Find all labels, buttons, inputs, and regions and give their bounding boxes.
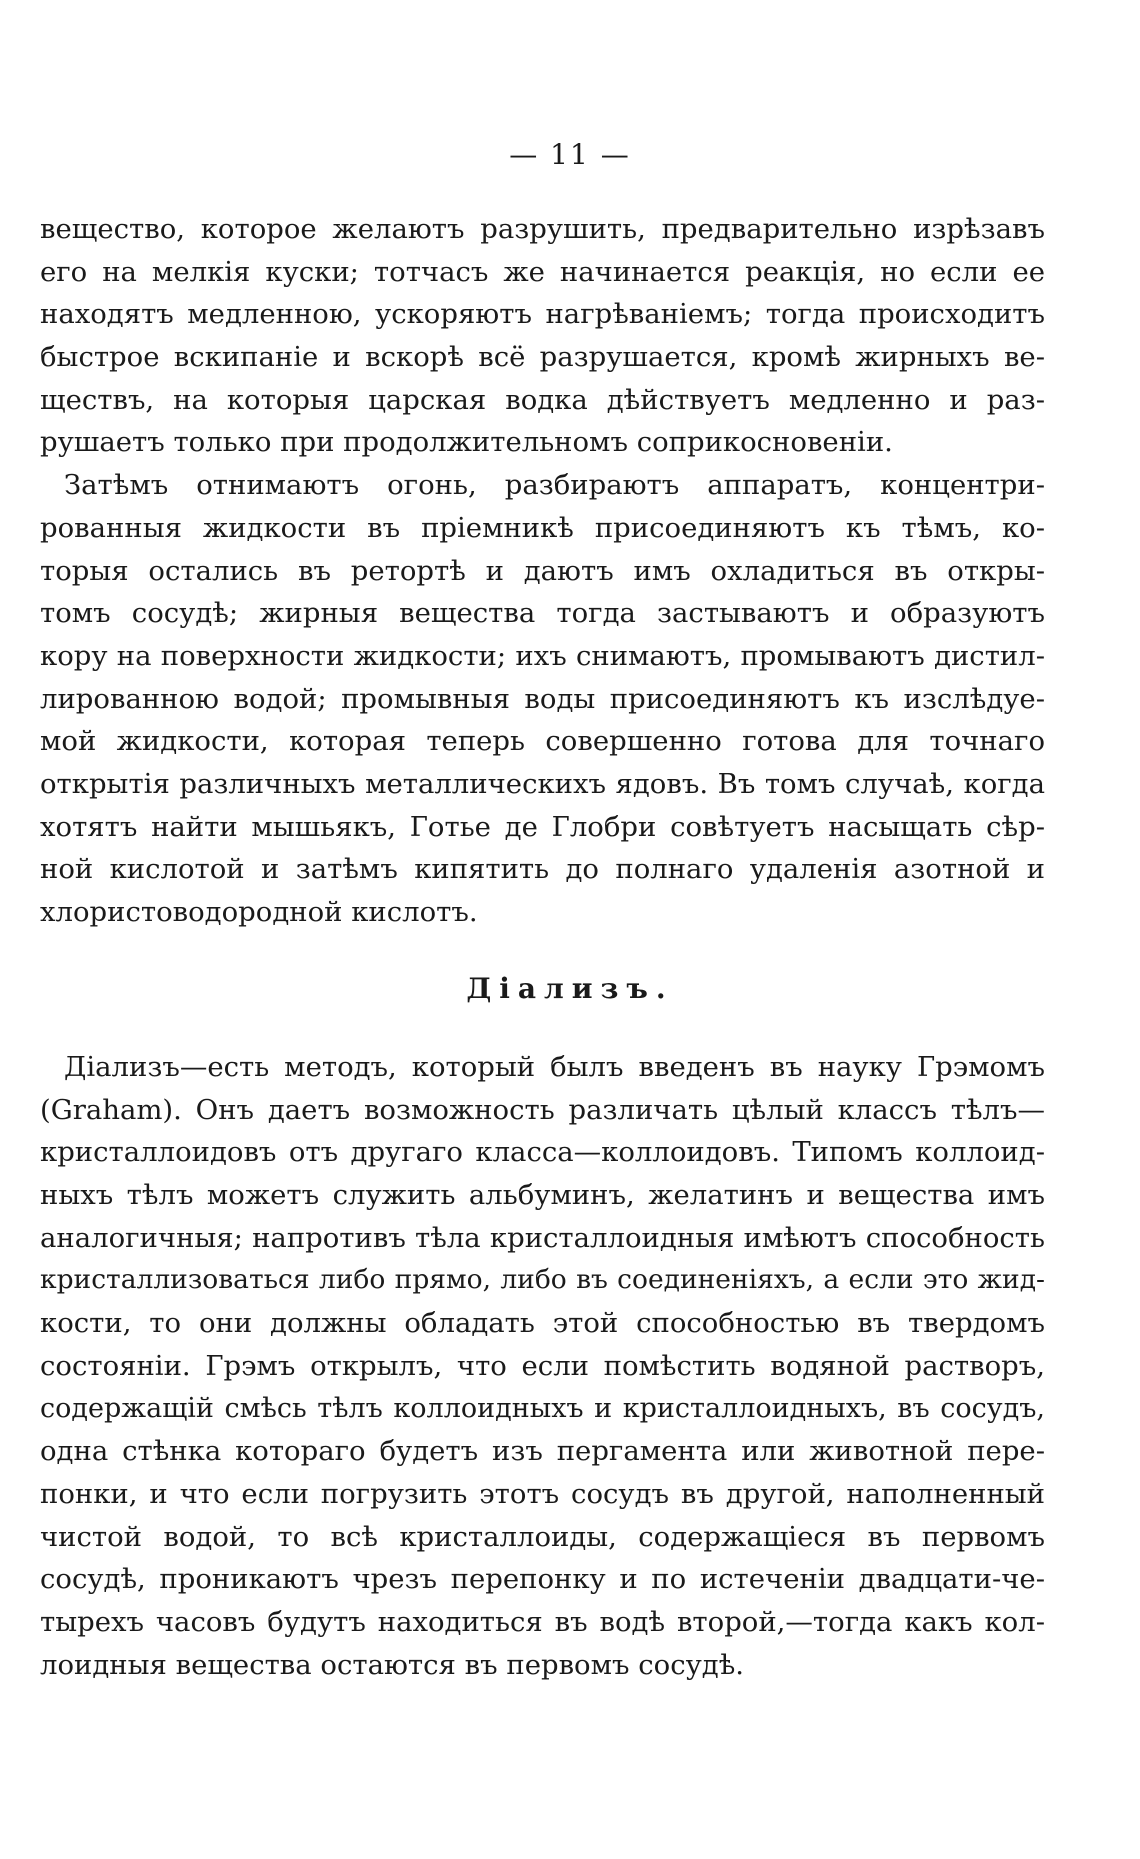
- text-line: ныхъ тѣлъ можетъ служить альбуминъ, желатинъ и вещества имъ: [40, 1179, 1045, 1212]
- paragraph-2: [40, 464, 1045, 934]
- text-line: содержащій смѣсь тѣлъ коллоидныхъ и кристаллоидныхъ, въ сосудъ,: [40, 1392, 1045, 1424]
- text-line: понки, и что если погрузить этотъ сосудъ въ другой, наполненный: [40, 1477, 1045, 1510]
- page-number: — 11 —: [509, 138, 631, 171]
- text-line: торыя остались въ ретортѣ и даютъ имъ охладиться въ откры-: [40, 554, 1045, 587]
- text-line: аналогичныя; напротивъ тѣла кристаллоидныя имѣютъ способность: [40, 1221, 1045, 1254]
- text-line: ной кислотой и затѣмъ кипятить до полнаго удаленія азотной и: [40, 853, 1045, 886]
- text-line: лоидныя вещества остаются въ первомъ сосудѣ.: [40, 1648, 745, 1681]
- text-line: (Graham). Онъ даетъ возможность различать цѣлый классъ тѣлъ—: [40, 1093, 1045, 1126]
- paragraph-1: [40, 208, 1045, 464]
- text-line: чистой водой, то всѣ кристаллоиды, содержащіеся въ первомъ: [40, 1520, 1045, 1553]
- paragraph-3: [40, 1046, 1045, 1686]
- text-line: сосудѣ, проникаютъ чрезъ перепонку и по истеченіи двадцати-че-: [40, 1563, 1045, 1596]
- text-line: быстрое вскипаніе и вскорѣ всё разрушается, кромѣ жирныхъ ве-: [40, 341, 1045, 374]
- text-line: его на мелкія куски; тотчасъ же начинается реакція, но если ее: [40, 255, 1045, 288]
- text-line: кости, то они должны обладать этой способностью въ твердомъ: [40, 1307, 1045, 1340]
- text-line: состояніи. Грэмъ открылъ, что если помѣстить водяной растворъ,: [40, 1349, 1045, 1382]
- text-line: Затѣмъ отнимаютъ огонь, разбираютъ аппаратъ, концентри-: [64, 469, 1045, 502]
- text-line: хлористоводородной кислотъ.: [40, 896, 478, 928]
- text-line: лированною водой; промывныя воды присоединяютъ къ изслѣдуе-: [40, 682, 1045, 715]
- text-line: тырехъ часовъ будутъ находиться въ водѣ второй,—тогда какъ кол-: [40, 1605, 1045, 1638]
- text-line: находятъ медленною, ускоряютъ нагрѣваніемъ; тогда происходитъ: [40, 298, 1045, 331]
- text-line: Діализъ—есть методъ, который былъ введенъ въ науку Грэмомъ: [64, 1051, 1045, 1083]
- text-line: томъ сосудѣ; жирныя вещества тогда застываютъ и образуютъ: [40, 597, 1045, 630]
- text-line: хотятъ найти мышьякъ, Готье де Глобри совѣтуетъ насыщать сѣр-: [40, 810, 1045, 843]
- text-line: открытія различныхъ металлическихъ ядовъ. Въ томъ случаѣ, когда: [40, 767, 1045, 800]
- text-line: рованныя жидкости въ пріемникѣ присоединяютъ къ тѣмъ, ко-: [40, 511, 1045, 544]
- text-line: кору на поверхности жидкости; ихъ снимаютъ, промываютъ дистил-: [40, 639, 1045, 672]
- text-line: кристаллоидовъ отъ другаго класса—коллоидовъ. Типомъ коллоид-: [40, 1136, 1045, 1169]
- text-line: одна стѣнка котораго будетъ изъ пергамента или животной пере-: [40, 1435, 1045, 1468]
- section-heading: Діализъ.: [466, 972, 674, 1005]
- text-line: мой жидкости, которая теперь совершенно готова для точнаго: [40, 725, 1045, 758]
- body-text-upper: [40, 208, 1045, 934]
- text-line: ществъ, на которыя царская водка дѣйствуетъ медленно и раз-: [40, 383, 1045, 416]
- text-line: кристаллизоваться либо прямо, либо въ соединеніяхъ, а если это жид-: [40, 1264, 1045, 1296]
- body-text-lower: [40, 1046, 1045, 1686]
- text-line: рушаетъ только при продолжительномъ соприкосновеніи.: [40, 426, 893, 459]
- text-line: вещество, которое желаютъ разрушить, предварительно изрѣзавъ: [40, 213, 1045, 245]
